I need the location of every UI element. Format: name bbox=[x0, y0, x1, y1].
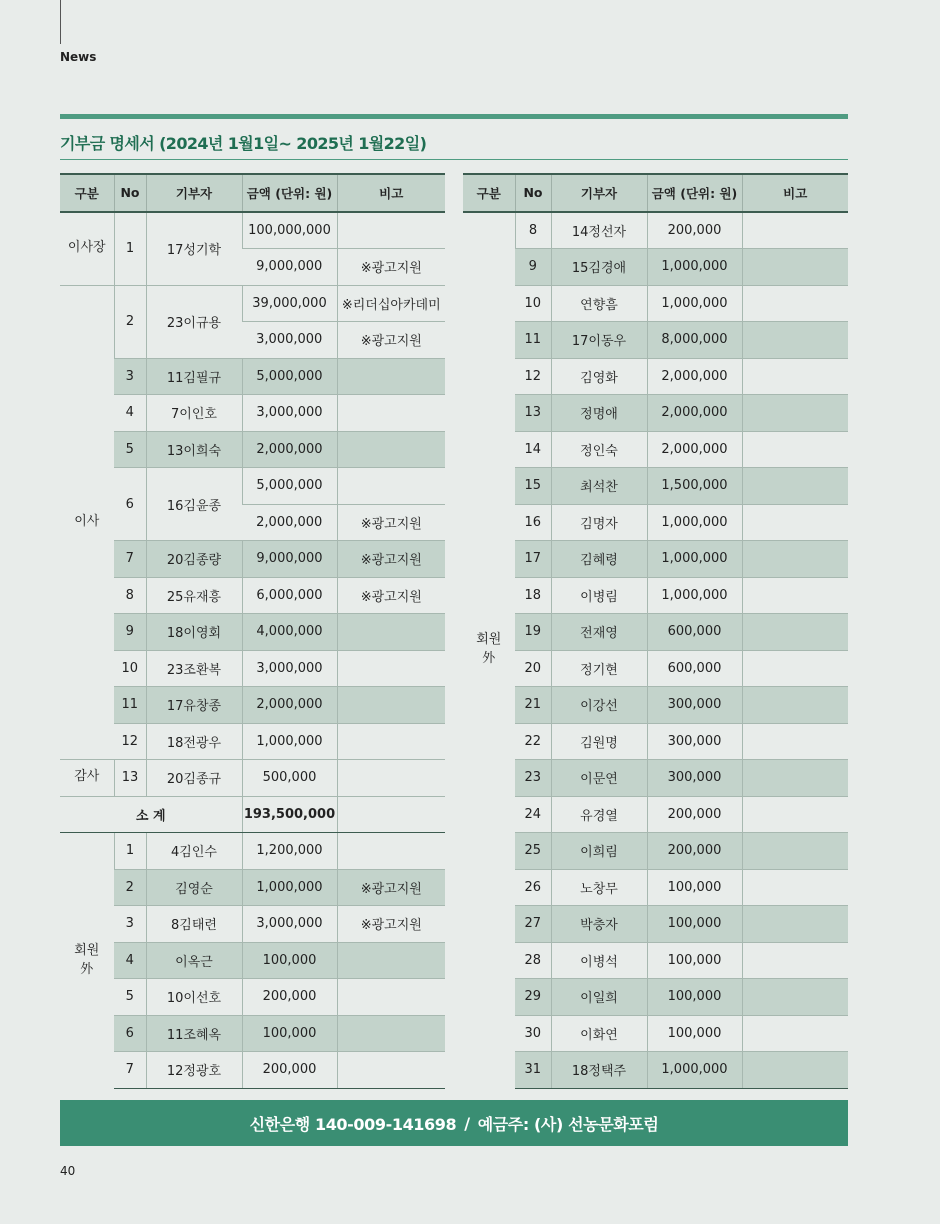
table-row bbox=[60, 1052, 445, 1089]
note-cell bbox=[742, 723, 848, 760]
note-cell bbox=[337, 468, 445, 505]
note-cell bbox=[337, 395, 445, 432]
amount-cell: 100,000 bbox=[647, 942, 742, 979]
no-cell: 6 bbox=[114, 1015, 146, 1052]
donor-cell: 김혜령 bbox=[551, 541, 647, 578]
note-cell bbox=[337, 1015, 445, 1052]
account-holder: 예금주: (사) 선농문화포럼 bbox=[477, 1114, 659, 1134]
note-cell: ※광고지원 bbox=[337, 869, 445, 906]
amount-cell: 2,000,000 bbox=[647, 395, 742, 432]
amount-cell: 200,000 bbox=[242, 979, 337, 1016]
donor-cell: 7이인호 bbox=[146, 395, 242, 432]
col-header-donor: 기부자 bbox=[551, 174, 647, 212]
note-cell bbox=[337, 979, 445, 1016]
donor-cell: 14정선자 bbox=[551, 212, 647, 249]
no-cell: 4 bbox=[114, 942, 146, 979]
no-cell: 5 bbox=[114, 979, 146, 1016]
note-cell: ※광고지원 bbox=[337, 906, 445, 943]
amount-cell: 100,000 bbox=[647, 869, 742, 906]
amount-cell: 300,000 bbox=[647, 760, 742, 797]
no-cell: 1 bbox=[114, 212, 146, 286]
amount-cell: 3,000,000 bbox=[242, 650, 337, 687]
donor-cell: 유경열 bbox=[551, 796, 647, 833]
no-cell: 29 bbox=[515, 979, 551, 1016]
table-row bbox=[463, 723, 848, 760]
note-cell: ※광고지원 bbox=[337, 322, 445, 359]
amount-cell: 2,000,000 bbox=[242, 687, 337, 724]
table-row bbox=[60, 687, 445, 724]
donor-cell: 이희림 bbox=[551, 833, 647, 870]
page-number: 40 bbox=[60, 1164, 76, 1178]
col-header-note: 비고 bbox=[742, 174, 848, 212]
note-cell bbox=[742, 431, 848, 468]
donor-cell: 이옥근 bbox=[146, 942, 242, 979]
title-top-bar bbox=[60, 114, 848, 119]
donor-cell: 노창무 bbox=[551, 869, 647, 906]
note-cell bbox=[337, 358, 445, 395]
category-cell: 감사 bbox=[60, 760, 114, 797]
table-row bbox=[60, 906, 445, 943]
no-cell: 24 bbox=[515, 796, 551, 833]
amount-cell: 1,000,000 bbox=[647, 577, 742, 614]
note-cell bbox=[742, 1052, 848, 1089]
donor-cell: 정명애 bbox=[551, 395, 647, 432]
table-header-row bbox=[60, 174, 445, 212]
donation-table-right bbox=[463, 173, 848, 1089]
table-row bbox=[60, 358, 445, 395]
donor-cell: 10이선호 bbox=[146, 979, 242, 1016]
donor-cell: 16김윤종 bbox=[146, 468, 242, 541]
no-cell: 13 bbox=[114, 760, 146, 797]
no-cell: 2 bbox=[114, 869, 146, 906]
note-cell: ※광고지원 bbox=[337, 504, 445, 541]
col-header-no: No bbox=[515, 174, 551, 212]
note-cell bbox=[742, 395, 848, 432]
donor-cell: 박충자 bbox=[551, 906, 647, 943]
note-cell bbox=[742, 541, 848, 578]
amount-cell: 600,000 bbox=[647, 614, 742, 651]
amount-cell: 9,000,000 bbox=[242, 249, 337, 286]
donor-cell: 4김인수 bbox=[146, 833, 242, 870]
amount-cell: 100,000 bbox=[647, 906, 742, 943]
amount-cell: 2,000,000 bbox=[647, 431, 742, 468]
note-cell bbox=[337, 614, 445, 651]
amount-cell: 100,000 bbox=[242, 942, 337, 979]
amount-cell: 1,000,000 bbox=[242, 723, 337, 760]
note-cell bbox=[337, 760, 445, 797]
no-cell: 23 bbox=[515, 760, 551, 797]
note-cell bbox=[742, 1015, 848, 1052]
donor-cell: 이일희 bbox=[551, 979, 647, 1016]
note-cell bbox=[742, 833, 848, 870]
table-row bbox=[463, 869, 848, 906]
category-cell bbox=[463, 212, 515, 1089]
note-cell bbox=[742, 760, 848, 797]
amount-cell: 9,000,000 bbox=[242, 541, 337, 578]
table-row bbox=[463, 906, 848, 943]
table-row bbox=[463, 431, 848, 468]
table-row bbox=[463, 468, 848, 505]
no-cell: 3 bbox=[114, 358, 146, 395]
amount-cell: 8,000,000 bbox=[647, 322, 742, 359]
table-row bbox=[463, 212, 848, 249]
category-line: 外 bbox=[80, 961, 94, 977]
table-row bbox=[463, 942, 848, 979]
amount-cell: 2,000,000 bbox=[242, 431, 337, 468]
col-header-amount: 금액 (단위: 원) bbox=[242, 174, 337, 212]
no-cell: 25 bbox=[515, 833, 551, 870]
note-cell bbox=[742, 249, 848, 286]
note-cell bbox=[337, 687, 445, 724]
title-rule bbox=[60, 159, 848, 160]
no-cell: 14 bbox=[515, 431, 551, 468]
amount-cell: 200,000 bbox=[242, 1052, 337, 1089]
amount-cell: 2,000,000 bbox=[242, 504, 337, 541]
amount-cell: 100,000 bbox=[647, 979, 742, 1016]
note-cell: ※광고지원 bbox=[337, 577, 445, 614]
note-cell bbox=[337, 431, 445, 468]
note-cell bbox=[742, 979, 848, 1016]
no-cell: 11 bbox=[114, 687, 146, 724]
note-cell bbox=[742, 687, 848, 724]
no-cell: 27 bbox=[515, 906, 551, 943]
donation-table-left bbox=[60, 173, 445, 1089]
no-cell: 3 bbox=[114, 906, 146, 943]
col-header-amount: 금액 (단위: 원) bbox=[647, 174, 742, 212]
note-cell bbox=[337, 833, 445, 870]
no-cell: 5 bbox=[114, 431, 146, 468]
donor-cell: 18정택주 bbox=[551, 1052, 647, 1089]
no-cell: 22 bbox=[515, 723, 551, 760]
table-row bbox=[60, 395, 445, 432]
table-row bbox=[463, 614, 848, 651]
donor-cell: 이병석 bbox=[551, 942, 647, 979]
donor-cell: 17유창종 bbox=[146, 687, 242, 724]
donor-cell: 김명자 bbox=[551, 504, 647, 541]
no-cell: 30 bbox=[515, 1015, 551, 1052]
table-row bbox=[60, 285, 445, 322]
note-cell: ※리더십아카데미 bbox=[337, 285, 445, 322]
donor-cell: 17성기학 bbox=[146, 212, 242, 286]
bank-account-banner bbox=[60, 1100, 848, 1146]
amount-cell: 5,000,000 bbox=[242, 468, 337, 505]
table-row bbox=[463, 541, 848, 578]
donor-cell: 18전광우 bbox=[146, 723, 242, 760]
donor-cell: 20김종량 bbox=[146, 541, 242, 578]
table-row bbox=[463, 395, 848, 432]
no-cell: 26 bbox=[515, 869, 551, 906]
note-cell bbox=[742, 468, 848, 505]
no-cell: 8 bbox=[515, 212, 551, 249]
no-cell: 21 bbox=[515, 687, 551, 724]
category-cell: 이사 bbox=[60, 285, 114, 760]
table-row bbox=[60, 942, 445, 979]
table-row bbox=[60, 541, 445, 578]
amount-cell: 1,000,000 bbox=[647, 1052, 742, 1089]
donor-cell: 17이동우 bbox=[551, 322, 647, 359]
note-cell bbox=[742, 614, 848, 651]
amount-cell: 600,000 bbox=[647, 650, 742, 687]
col-header-note: 비고 bbox=[337, 174, 445, 212]
page-title: 기부금 명세서 (2024년 1월1일~ 2025년 1월22일) bbox=[60, 134, 427, 153]
amount-cell: 5,000,000 bbox=[242, 358, 337, 395]
no-cell: 2 bbox=[114, 285, 146, 358]
table-row bbox=[60, 431, 445, 468]
note-cell bbox=[337, 723, 445, 760]
donor-cell: 이문연 bbox=[551, 760, 647, 797]
no-cell: 4 bbox=[114, 395, 146, 432]
amount-cell: 39,000,000 bbox=[242, 285, 337, 322]
col-header-no: No bbox=[114, 174, 146, 212]
donor-cell: 15김경애 bbox=[551, 249, 647, 286]
category-line: 外 bbox=[482, 651, 496, 667]
no-cell: 6 bbox=[114, 468, 146, 541]
table-row bbox=[60, 760, 445, 797]
table-header-row bbox=[463, 174, 848, 212]
category-line: 회원 bbox=[74, 942, 100, 958]
no-cell: 10 bbox=[515, 285, 551, 322]
amount-cell: 200,000 bbox=[647, 796, 742, 833]
table-row bbox=[463, 322, 848, 359]
donor-cell: 25유재흥 bbox=[146, 577, 242, 614]
table-row bbox=[463, 760, 848, 797]
col-header-donor: 기부자 bbox=[146, 174, 242, 212]
table-row bbox=[60, 833, 445, 870]
note-cell bbox=[337, 212, 445, 249]
note-cell bbox=[742, 212, 848, 249]
note-cell: ※광고지원 bbox=[337, 541, 445, 578]
donor-cell: 13이희숙 bbox=[146, 431, 242, 468]
no-cell: 1 bbox=[114, 833, 146, 870]
no-cell: 8 bbox=[114, 577, 146, 614]
amount-cell: 100,000 bbox=[242, 1015, 337, 1052]
donor-cell: 23조환복 bbox=[146, 650, 242, 687]
table-row bbox=[463, 687, 848, 724]
table-row bbox=[463, 833, 848, 870]
col-header-category: 구분 bbox=[60, 174, 114, 212]
donor-cell: 김원명 bbox=[551, 723, 647, 760]
no-cell: 9 bbox=[114, 614, 146, 651]
no-cell: 19 bbox=[515, 614, 551, 651]
note-cell bbox=[742, 577, 848, 614]
donor-cell: 최석찬 bbox=[551, 468, 647, 505]
note-cell bbox=[337, 1052, 445, 1089]
donor-cell: 김영화 bbox=[551, 358, 647, 395]
donor-cell: 정기현 bbox=[551, 650, 647, 687]
no-cell: 12 bbox=[515, 358, 551, 395]
table-row bbox=[60, 468, 445, 505]
donor-cell: 12정광호 bbox=[146, 1052, 242, 1089]
amount-cell: 2,000,000 bbox=[647, 358, 742, 395]
no-cell: 18 bbox=[515, 577, 551, 614]
amount-cell: 300,000 bbox=[647, 723, 742, 760]
category-cell: 이사장 bbox=[60, 212, 114, 286]
amount-cell: 200,000 bbox=[647, 212, 742, 249]
amount-cell: 1,000,000 bbox=[647, 541, 742, 578]
amount-cell: 6,000,000 bbox=[242, 577, 337, 614]
amount-cell: 500,000 bbox=[242, 760, 337, 797]
table-row bbox=[60, 577, 445, 614]
no-cell: 15 bbox=[515, 468, 551, 505]
donor-cell: 23이규용 bbox=[146, 285, 242, 358]
category-cell bbox=[60, 833, 114, 1089]
table-row bbox=[60, 650, 445, 687]
category-line: 회원 bbox=[476, 632, 502, 648]
amount-cell: 200,000 bbox=[647, 833, 742, 870]
note-cell bbox=[337, 650, 445, 687]
no-cell: 16 bbox=[515, 504, 551, 541]
no-cell: 12 bbox=[114, 723, 146, 760]
table-row bbox=[463, 504, 848, 541]
bank-account: 신한은행 140-009-141698 bbox=[249, 1114, 457, 1134]
margin-rule bbox=[60, 0, 61, 44]
amount-cell: 100,000,000 bbox=[242, 212, 337, 249]
donor-cell: 이화연 bbox=[551, 1015, 647, 1052]
table-row bbox=[60, 979, 445, 1016]
separator: / bbox=[464, 1113, 470, 1133]
donor-cell: 이병림 bbox=[551, 577, 647, 614]
section-label: News bbox=[60, 50, 97, 64]
no-cell: 28 bbox=[515, 942, 551, 979]
table-row bbox=[60, 212, 445, 249]
table-row bbox=[463, 979, 848, 1016]
amount-cell: 3,000,000 bbox=[242, 395, 337, 432]
table-row bbox=[60, 614, 445, 651]
subtotal-label: 소 계 bbox=[60, 796, 242, 833]
no-cell: 7 bbox=[114, 541, 146, 578]
donor-cell: 18이영회 bbox=[146, 614, 242, 651]
subtotal-row bbox=[60, 796, 445, 833]
donor-cell: 11김필규 bbox=[146, 358, 242, 395]
note-cell bbox=[742, 869, 848, 906]
note-cell bbox=[742, 650, 848, 687]
donor-cell: 김영순 bbox=[146, 869, 242, 906]
amount-cell: 1,200,000 bbox=[242, 833, 337, 870]
table-row bbox=[463, 249, 848, 286]
note-cell bbox=[742, 942, 848, 979]
table-row bbox=[463, 285, 848, 322]
no-cell: 31 bbox=[515, 1052, 551, 1089]
note-cell bbox=[742, 358, 848, 395]
note-cell bbox=[742, 504, 848, 541]
donor-cell: 전재영 bbox=[551, 614, 647, 651]
table-row bbox=[60, 1015, 445, 1052]
amount-cell: 1,000,000 bbox=[647, 249, 742, 286]
no-cell: 13 bbox=[515, 395, 551, 432]
amount-cell: 1,500,000 bbox=[647, 468, 742, 505]
col-header-category: 구분 bbox=[463, 174, 515, 212]
table-row bbox=[60, 869, 445, 906]
amount-cell: 1,000,000 bbox=[647, 504, 742, 541]
donor-cell: 8김태련 bbox=[146, 906, 242, 943]
note-cell bbox=[742, 285, 848, 322]
note-cell bbox=[742, 322, 848, 359]
note-cell: ※광고지원 bbox=[337, 249, 445, 286]
table-row bbox=[463, 1052, 848, 1089]
donor-cell: 연향흠 bbox=[551, 285, 647, 322]
table-row bbox=[463, 358, 848, 395]
amount-cell: 3,000,000 bbox=[242, 906, 337, 943]
amount-cell: 1,000,000 bbox=[242, 869, 337, 906]
table-row bbox=[463, 796, 848, 833]
donor-cell: 20김종규 bbox=[146, 760, 242, 797]
amount-cell: 300,000 bbox=[647, 687, 742, 724]
no-cell: 10 bbox=[114, 650, 146, 687]
no-cell: 20 bbox=[515, 650, 551, 687]
note-cell bbox=[742, 796, 848, 833]
no-cell: 7 bbox=[114, 1052, 146, 1089]
amount-cell: 100,000 bbox=[647, 1015, 742, 1052]
amount-cell: 3,000,000 bbox=[242, 322, 337, 359]
no-cell: 11 bbox=[515, 322, 551, 359]
table-row bbox=[463, 1015, 848, 1052]
note-cell bbox=[337, 796, 445, 833]
amount-cell: 1,000,000 bbox=[647, 285, 742, 322]
subtotal-amount: 193,500,000 bbox=[242, 796, 337, 833]
no-cell: 17 bbox=[515, 541, 551, 578]
table-row bbox=[463, 577, 848, 614]
no-cell: 9 bbox=[515, 249, 551, 286]
table-row bbox=[60, 723, 445, 760]
amount-cell: 4,000,000 bbox=[242, 614, 337, 651]
donor-cell: 이강선 bbox=[551, 687, 647, 724]
donor-cell: 정인숙 bbox=[551, 431, 647, 468]
note-cell bbox=[337, 942, 445, 979]
table-row bbox=[463, 650, 848, 687]
donor-cell: 11조혜옥 bbox=[146, 1015, 242, 1052]
note-cell bbox=[742, 906, 848, 943]
